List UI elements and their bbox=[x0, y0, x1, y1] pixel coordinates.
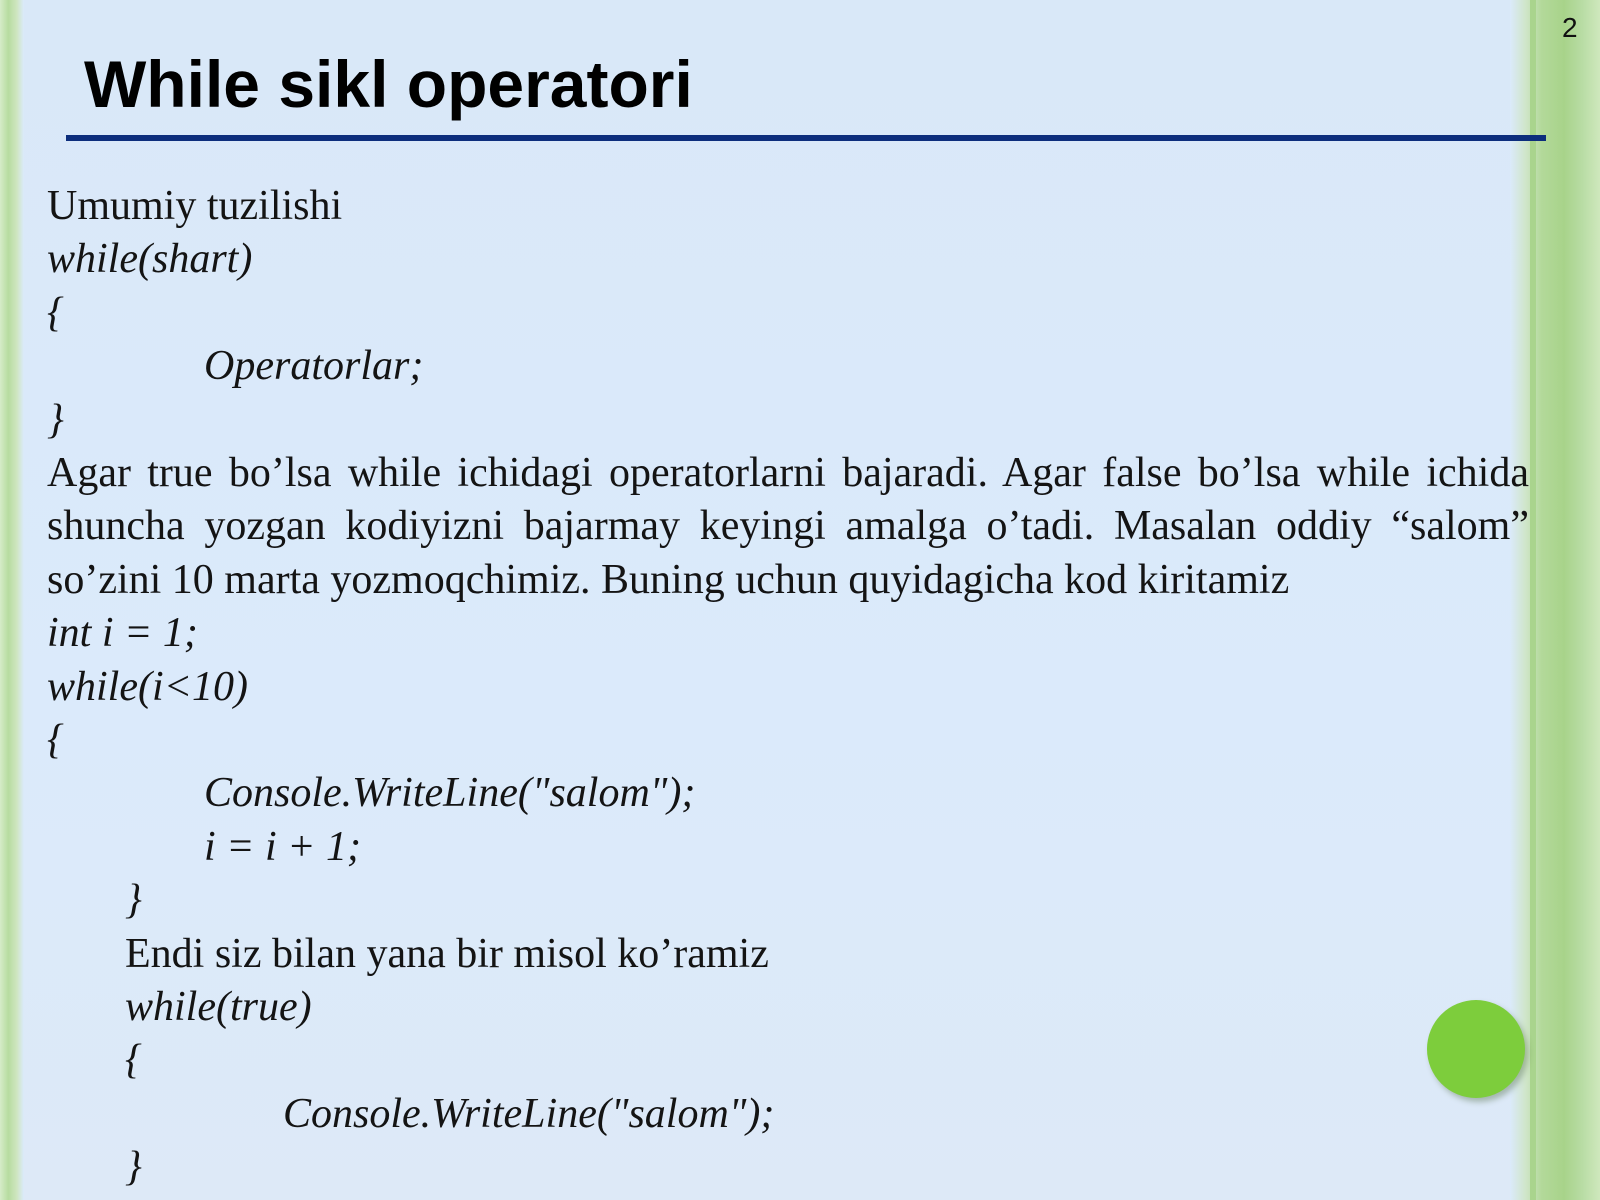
example2-open-brace: { bbox=[125, 1037, 142, 1084]
example1-close-brace: } bbox=[125, 877, 142, 924]
right-stripe-line bbox=[1530, 0, 1536, 1200]
example1-init: int i = 1; bbox=[47, 610, 198, 657]
example2-intro: Endi siz bilan yana bir misol ko’ramiz bbox=[125, 930, 769, 977]
left-decorative-stripe bbox=[0, 0, 24, 1200]
example2-close-brace: } bbox=[125, 1144, 142, 1191]
heading-text: Umumiy tuzilishi bbox=[47, 183, 343, 229]
example1-statement-1: Console.WriteLine("salom"); bbox=[204, 770, 696, 817]
syntax-body: Operatorlar; bbox=[204, 343, 424, 390]
green-circle-button-icon[interactable] bbox=[1427, 1000, 1525, 1098]
example1-statement-2: i = i + 1; bbox=[204, 823, 362, 870]
example2-statement-1: Console.WriteLine("salom"); bbox=[283, 1090, 775, 1137]
example2-while-line: while(true) bbox=[125, 983, 312, 1030]
example1-open-brace: { bbox=[47, 716, 64, 763]
slide-content bbox=[47, 180, 1529, 1194]
slide-title: While sikl operatori bbox=[84, 47, 693, 121]
example1-while-line: while(i<10) bbox=[47, 663, 248, 710]
syntax-open-brace: { bbox=[47, 289, 64, 336]
syntax-close-brace: } bbox=[47, 396, 64, 443]
page-number: 2 bbox=[1562, 12, 1578, 43]
syntax-while-line: while(shart) bbox=[47, 236, 253, 283]
title-underline bbox=[66, 135, 1546, 141]
explanation-paragraph: Agar true bo’lsa while ichidagi operatorlarni bajaradi. Agar false bo’lsa while ichida shuncha yozgan kodiyizni bajarmay keyingi amalga o’tadi. Masalan oddiy “salom” so’zini 10 marta yozmoqchimiz. Buning uchun quyidagicha kod kiritamiz bbox=[47, 449, 1529, 603]
